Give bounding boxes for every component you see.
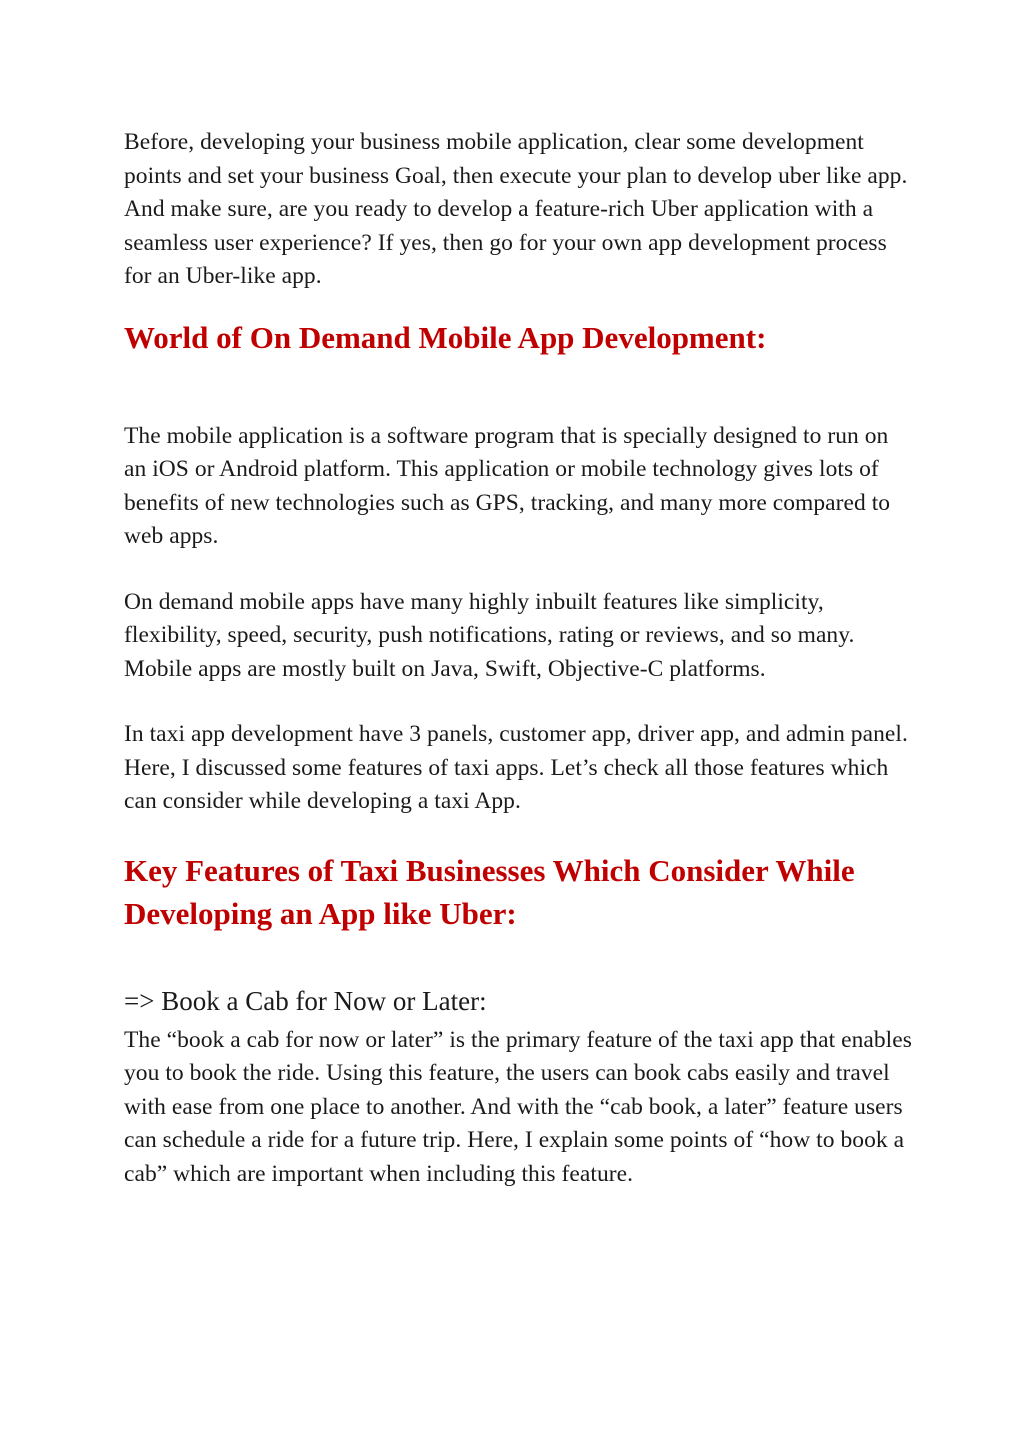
heading-key-features: Key Features of Taxi Businesses Which Consider While Developing an App like Uber: xyxy=(124,852,855,931)
paragraph-on-demand-apps: On demand mobile apps have many highly inbuilt features like simplicity, flexibility, speed, security, push notifications, rating or reviews, and so many. Mobile apps are mostly built on Java, Swift, Objective-C platforms. xyxy=(124,588,855,682)
paragraph-book-a-cab: The “book a cab for now or later” is the primary feature of the taxi app that enables you to book the ride. Using this feature, the users can book cabs easily and travel with ease from one place to another. And with the “cab book, a later” feature users can schedule a ride for a future trip. Here, I explain some points of “how to book a cab” which are important when including this feature. xyxy=(124,1026,912,1187)
document-page xyxy=(124,124,914,1191)
subheading-book-a-cab: => Book a Cab for Now or Later: xyxy=(124,985,487,1016)
intro-paragraph: Before, developing your business mobile application, clear some development points and set your business Goal, then execute your plan to develop uber like app. And make sure, are you ready to develop a feature-rich Uber application with a seamless user experience? If yes, then go for your own app development process for an Uber-like app. xyxy=(124,129,908,289)
paragraph-mobile-application: The mobile application is a software program that is specially designed to run on an iOS or Android platform. This application or mobile technology gives lots of benefits of new technologies such as GPS, tracking, and many more compared to web apps. xyxy=(124,422,891,549)
paragraph-taxi-panels: In taxi app development have 3 panels, customer app, driver app, and admin panel. Here, I discussed some features of taxi apps. Let’s check all those features which can consider while developing a taxi App. xyxy=(124,721,908,814)
heading-world-of-on-demand: World of On Demand Mobile App Development: xyxy=(124,319,767,355)
